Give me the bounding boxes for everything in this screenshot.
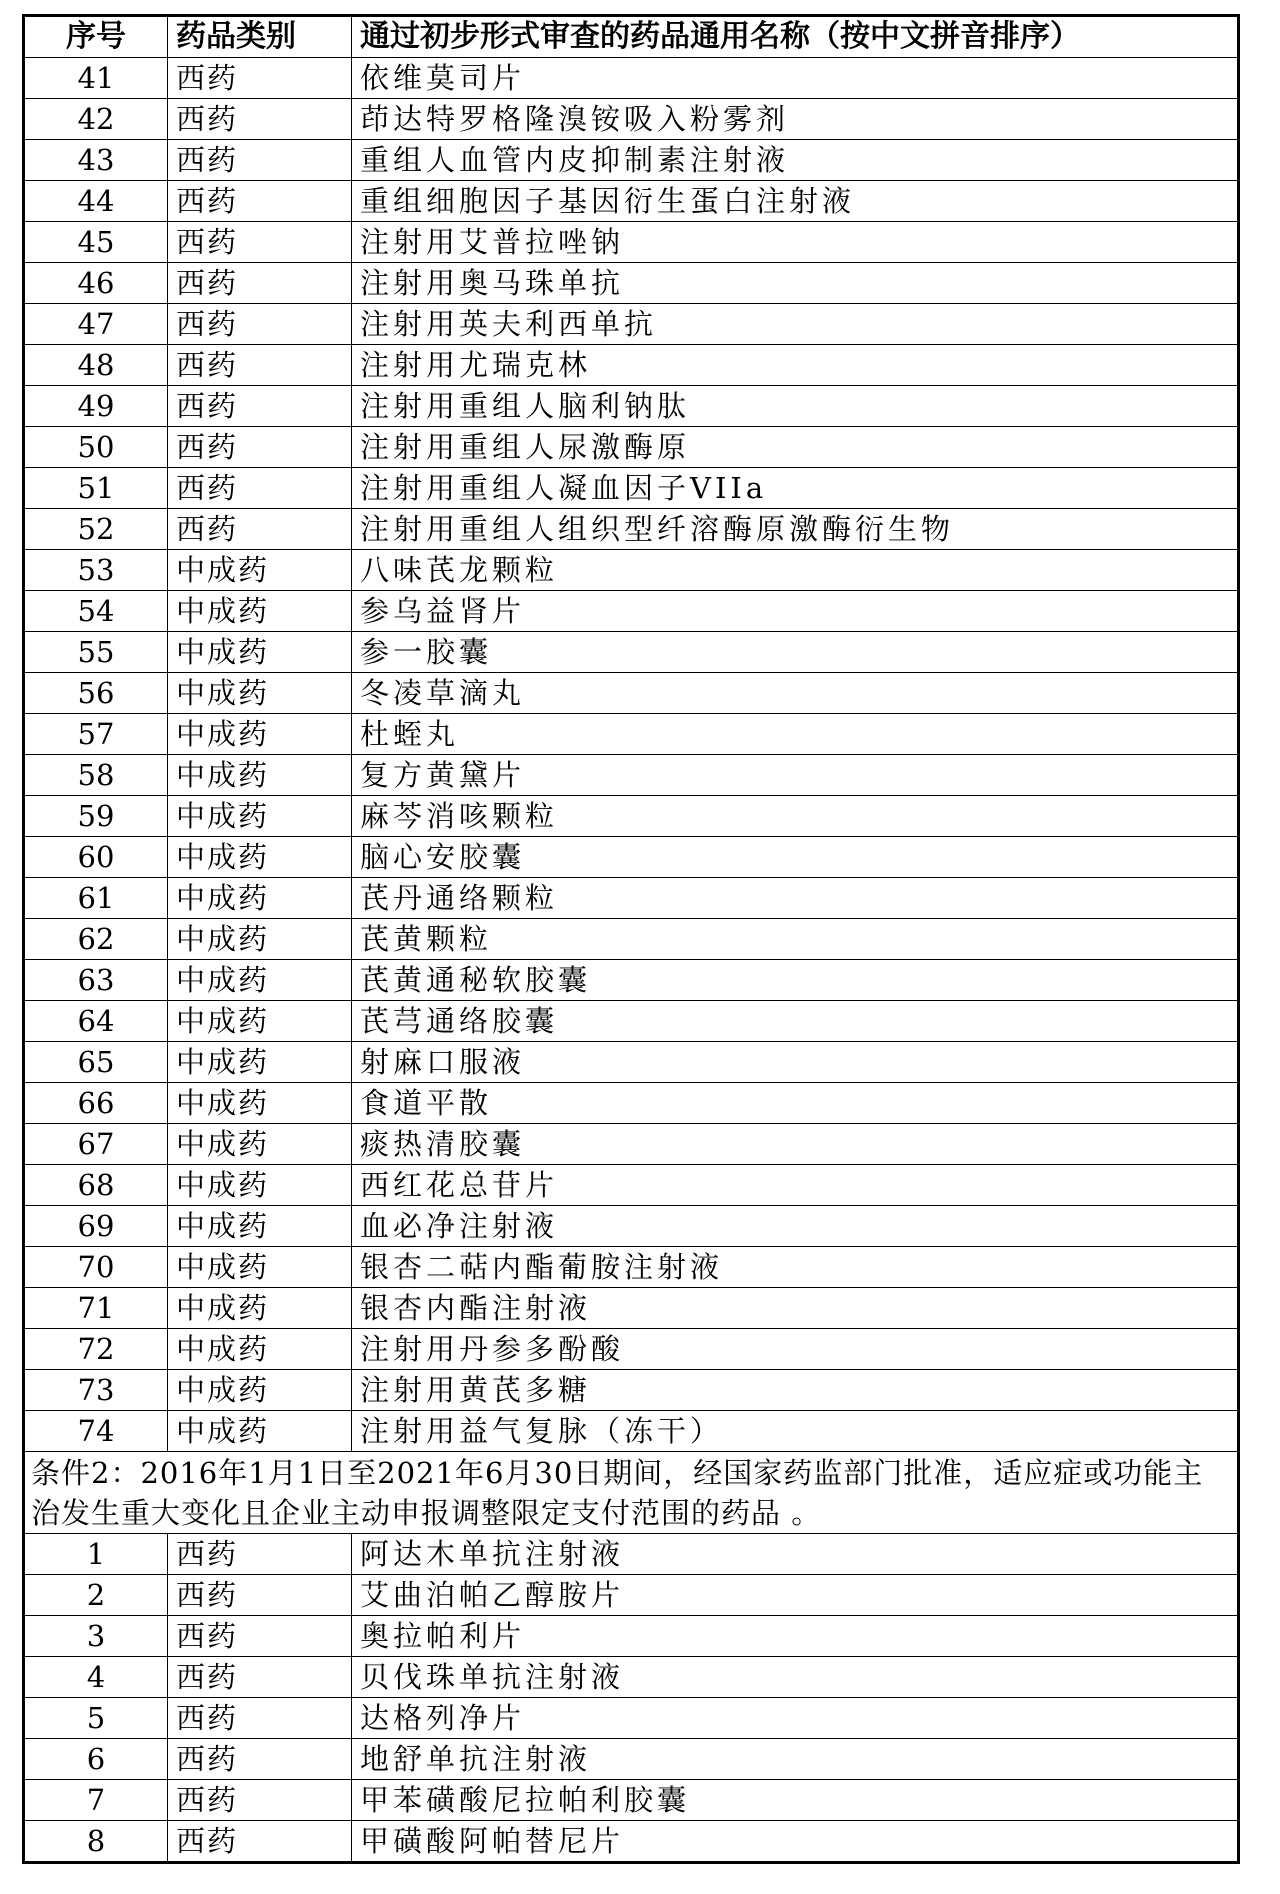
row-drug-name: 达格列净片 xyxy=(352,1698,1238,1739)
row-number: 64 xyxy=(25,1001,168,1042)
row-number: 3 xyxy=(25,1616,168,1657)
row-number: 58 xyxy=(25,755,168,796)
table-row xyxy=(25,1288,1238,1329)
row-category: 西药 xyxy=(168,99,352,140)
table-row xyxy=(25,263,1238,304)
row-category: 中成药 xyxy=(168,714,352,755)
row-number: 1 xyxy=(25,1534,168,1575)
row-number: 73 xyxy=(25,1370,168,1411)
drug-list-document xyxy=(22,14,1240,1864)
row-category: 中成药 xyxy=(168,550,352,591)
row-number: 55 xyxy=(25,632,168,673)
row-number: 65 xyxy=(25,1042,168,1083)
row-category: 西药 xyxy=(168,1534,352,1575)
row-drug-name: 茚达特罗格隆溴铵吸入粉雾剂 xyxy=(352,99,1238,140)
row-drug-name: 复方黄黛片 xyxy=(352,755,1238,796)
row-category: 中成药 xyxy=(168,632,352,673)
row-category: 中成药 xyxy=(168,1165,352,1206)
table-body-part1 xyxy=(25,58,1238,1452)
table-row xyxy=(25,1780,1238,1821)
row-number: 52 xyxy=(25,509,168,550)
table-row xyxy=(25,222,1238,263)
row-number: 4 xyxy=(25,1657,168,1698)
row-category: 西药 xyxy=(168,1739,352,1780)
table-row xyxy=(25,1698,1238,1739)
row-drug-name: 八味芪龙颗粒 xyxy=(352,550,1238,591)
row-drug-name: 参一胶囊 xyxy=(352,632,1238,673)
header-drug-name: 通过初步形式审查的药品通用名称（按中文拼音排序） xyxy=(352,17,1238,58)
row-drug-name: 注射用重组人组织型纤溶酶原激酶衍生物 xyxy=(352,509,1238,550)
row-number: 6 xyxy=(25,1739,168,1780)
row-category: 中成药 xyxy=(168,1001,352,1042)
row-category: 西药 xyxy=(168,304,352,345)
table-row xyxy=(25,1329,1238,1370)
table-row xyxy=(25,796,1238,837)
row-drug-name: 注射用丹参多酚酸 xyxy=(352,1329,1238,1370)
row-drug-name: 芪黄通秘软胶囊 xyxy=(352,960,1238,1001)
row-number: 45 xyxy=(25,222,168,263)
table-row xyxy=(25,837,1238,878)
row-drug-name: 注射用奥马珠单抗 xyxy=(352,263,1238,304)
table-row xyxy=(25,1042,1238,1083)
table-row xyxy=(25,1575,1238,1616)
table-row xyxy=(25,673,1238,714)
table-header-row xyxy=(25,17,1238,58)
row-category: 西药 xyxy=(168,140,352,181)
row-number: 54 xyxy=(25,591,168,632)
row-category: 中成药 xyxy=(168,1206,352,1247)
row-category: 西药 xyxy=(168,181,352,222)
row-number: 8 xyxy=(25,1821,168,1862)
row-category: 西药 xyxy=(168,1821,352,1862)
row-number: 42 xyxy=(25,99,168,140)
table-row xyxy=(25,632,1238,673)
row-number: 7 xyxy=(25,1780,168,1821)
row-drug-name: 地舒单抗注射液 xyxy=(352,1739,1238,1780)
row-category: 中成药 xyxy=(168,919,352,960)
row-number: 60 xyxy=(25,837,168,878)
table-row xyxy=(25,140,1238,181)
row-drug-name: 注射用尤瑞克林 xyxy=(352,345,1238,386)
row-number: 46 xyxy=(25,263,168,304)
table-row xyxy=(25,181,1238,222)
row-number: 56 xyxy=(25,673,168,714)
row-number: 67 xyxy=(25,1124,168,1165)
table-row xyxy=(25,1001,1238,1042)
table-row xyxy=(25,427,1238,468)
row-category: 中成药 xyxy=(168,1083,352,1124)
row-number: 63 xyxy=(25,960,168,1001)
row-number: 44 xyxy=(25,181,168,222)
row-number: 41 xyxy=(25,58,168,99)
row-drug-name: 注射用英夫利西单抗 xyxy=(352,304,1238,345)
row-drug-name: 注射用重组人脑利钠肽 xyxy=(352,386,1238,427)
table-row xyxy=(25,58,1238,99)
row-category: 中成药 xyxy=(168,755,352,796)
table-row xyxy=(25,99,1238,140)
table-row xyxy=(25,1206,1238,1247)
row-category: 西药 xyxy=(168,1616,352,1657)
row-drug-name: 食道平散 xyxy=(352,1083,1238,1124)
row-drug-name: 西红花总苷片 xyxy=(352,1165,1238,1206)
row-drug-name: 艾曲泊帕乙醇胺片 xyxy=(352,1575,1238,1616)
row-number: 74 xyxy=(25,1411,168,1452)
row-drug-name: 重组细胞因子基因衍生蛋白注射液 xyxy=(352,181,1238,222)
table-row xyxy=(25,1534,1238,1575)
row-number: 57 xyxy=(25,714,168,755)
row-category: 中成药 xyxy=(168,1370,352,1411)
condition-section xyxy=(25,1452,1238,1534)
row-category: 中成药 xyxy=(168,837,352,878)
row-number: 69 xyxy=(25,1206,168,1247)
row-drug-name: 血必净注射液 xyxy=(352,1206,1238,1247)
row-category: 西药 xyxy=(168,468,352,509)
row-category: 中成药 xyxy=(168,960,352,1001)
row-category: 中成药 xyxy=(168,673,352,714)
table-row xyxy=(25,386,1238,427)
row-drug-name: 重组人血管内皮抑制素注射液 xyxy=(352,140,1238,181)
row-category: 西药 xyxy=(168,263,352,304)
row-number: 72 xyxy=(25,1329,168,1370)
row-category: 中成药 xyxy=(168,1042,352,1083)
row-category: 西药 xyxy=(168,427,352,468)
row-drug-name: 银杏二萜内酯葡胺注射液 xyxy=(352,1247,1238,1288)
condition-2-text: 条件2：2016年1月1日至2021年6月30日期间，经国家药监部门批准，适应症或功能主治发生重大变化且企业主动申报调整限定支付范围的药品 。 xyxy=(25,1452,1238,1534)
row-category: 西药 xyxy=(168,345,352,386)
row-drug-name: 脑心安胶囊 xyxy=(352,837,1238,878)
table-row xyxy=(25,1247,1238,1288)
row-number: 68 xyxy=(25,1165,168,1206)
row-number: 71 xyxy=(25,1288,168,1329)
row-drug-name: 芪芎通络胶囊 xyxy=(352,1001,1238,1042)
row-drug-name: 注射用益气复脉（冻干） xyxy=(352,1411,1238,1452)
row-drug-name: 银杏内酯注射液 xyxy=(352,1288,1238,1329)
table-row xyxy=(25,1616,1238,1657)
row-category: 中成药 xyxy=(168,591,352,632)
table-row xyxy=(25,1165,1238,1206)
table-row xyxy=(25,509,1238,550)
row-drug-name: 注射用重组人凝血因子VIIa xyxy=(352,468,1238,509)
row-number: 47 xyxy=(25,304,168,345)
row-category: 西药 xyxy=(168,386,352,427)
row-drug-name: 依维莫司片 xyxy=(352,58,1238,99)
row-category: 西药 xyxy=(168,58,352,99)
table-row xyxy=(25,878,1238,919)
table-row xyxy=(25,714,1238,755)
row-category: 西药 xyxy=(168,1780,352,1821)
row-number: 62 xyxy=(25,919,168,960)
row-drug-name: 阿达木单抗注射液 xyxy=(352,1534,1238,1575)
condition-row xyxy=(25,1452,1238,1534)
table-row xyxy=(25,304,1238,345)
row-drug-name: 注射用艾普拉唑钠 xyxy=(352,222,1238,263)
row-category: 中成药 xyxy=(168,1329,352,1370)
row-drug-name: 芪黄颗粒 xyxy=(352,919,1238,960)
row-category: 西药 xyxy=(168,1698,352,1739)
table-row xyxy=(25,550,1238,591)
row-category: 西药 xyxy=(168,222,352,263)
row-number: 5 xyxy=(25,1698,168,1739)
row-number: 49 xyxy=(25,386,168,427)
row-number: 50 xyxy=(25,427,168,468)
row-number: 43 xyxy=(25,140,168,181)
row-drug-name: 冬凌草滴丸 xyxy=(352,673,1238,714)
row-number: 61 xyxy=(25,878,168,919)
header-no: 序号 xyxy=(25,17,168,58)
table-row xyxy=(25,1411,1238,1452)
row-number: 53 xyxy=(25,550,168,591)
header-category: 药品类别 xyxy=(168,17,352,58)
row-drug-name: 麻芩消咳颗粒 xyxy=(352,796,1238,837)
row-drug-name: 奥拉帕利片 xyxy=(352,1616,1238,1657)
row-number: 66 xyxy=(25,1083,168,1124)
table-row xyxy=(25,1083,1238,1124)
row-category: 西药 xyxy=(168,509,352,550)
table-row xyxy=(25,468,1238,509)
row-number: 59 xyxy=(25,796,168,837)
drug-table xyxy=(24,16,1238,1862)
row-number: 70 xyxy=(25,1247,168,1288)
row-drug-name: 痰热清胶囊 xyxy=(352,1124,1238,1165)
row-drug-name: 甲磺酸阿帕替尼片 xyxy=(352,1821,1238,1862)
row-category: 中成药 xyxy=(168,1124,352,1165)
row-category: 中成药 xyxy=(168,796,352,837)
row-drug-name: 杜蛭丸 xyxy=(352,714,1238,755)
table-row xyxy=(25,1124,1238,1165)
row-drug-name: 甲苯磺酸尼拉帕利胶囊 xyxy=(352,1780,1238,1821)
row-category: 中成药 xyxy=(168,878,352,919)
row-drug-name: 参乌益肾片 xyxy=(352,591,1238,632)
table-row xyxy=(25,960,1238,1001)
table-row xyxy=(25,1821,1238,1862)
table-row xyxy=(25,345,1238,386)
row-drug-name: 注射用重组人尿激酶原 xyxy=(352,427,1238,468)
table-row xyxy=(25,1739,1238,1780)
row-drug-name: 芪丹通络颗粒 xyxy=(352,878,1238,919)
row-category: 中成药 xyxy=(168,1247,352,1288)
row-number: 48 xyxy=(25,345,168,386)
row-drug-name: 注射用黄芪多糖 xyxy=(352,1370,1238,1411)
row-category: 西药 xyxy=(168,1575,352,1616)
table-row xyxy=(25,755,1238,796)
table-body-part2 xyxy=(25,1534,1238,1862)
table-row xyxy=(25,1370,1238,1411)
table-row xyxy=(25,591,1238,632)
table-row xyxy=(25,919,1238,960)
row-number: 51 xyxy=(25,468,168,509)
row-category: 中成药 xyxy=(168,1411,352,1452)
row-category: 西药 xyxy=(168,1657,352,1698)
row-category: 中成药 xyxy=(168,1288,352,1329)
row-drug-name: 射麻口服液 xyxy=(352,1042,1238,1083)
row-drug-name: 贝伐珠单抗注射液 xyxy=(352,1657,1238,1698)
table-row xyxy=(25,1657,1238,1698)
row-number: 2 xyxy=(25,1575,168,1616)
